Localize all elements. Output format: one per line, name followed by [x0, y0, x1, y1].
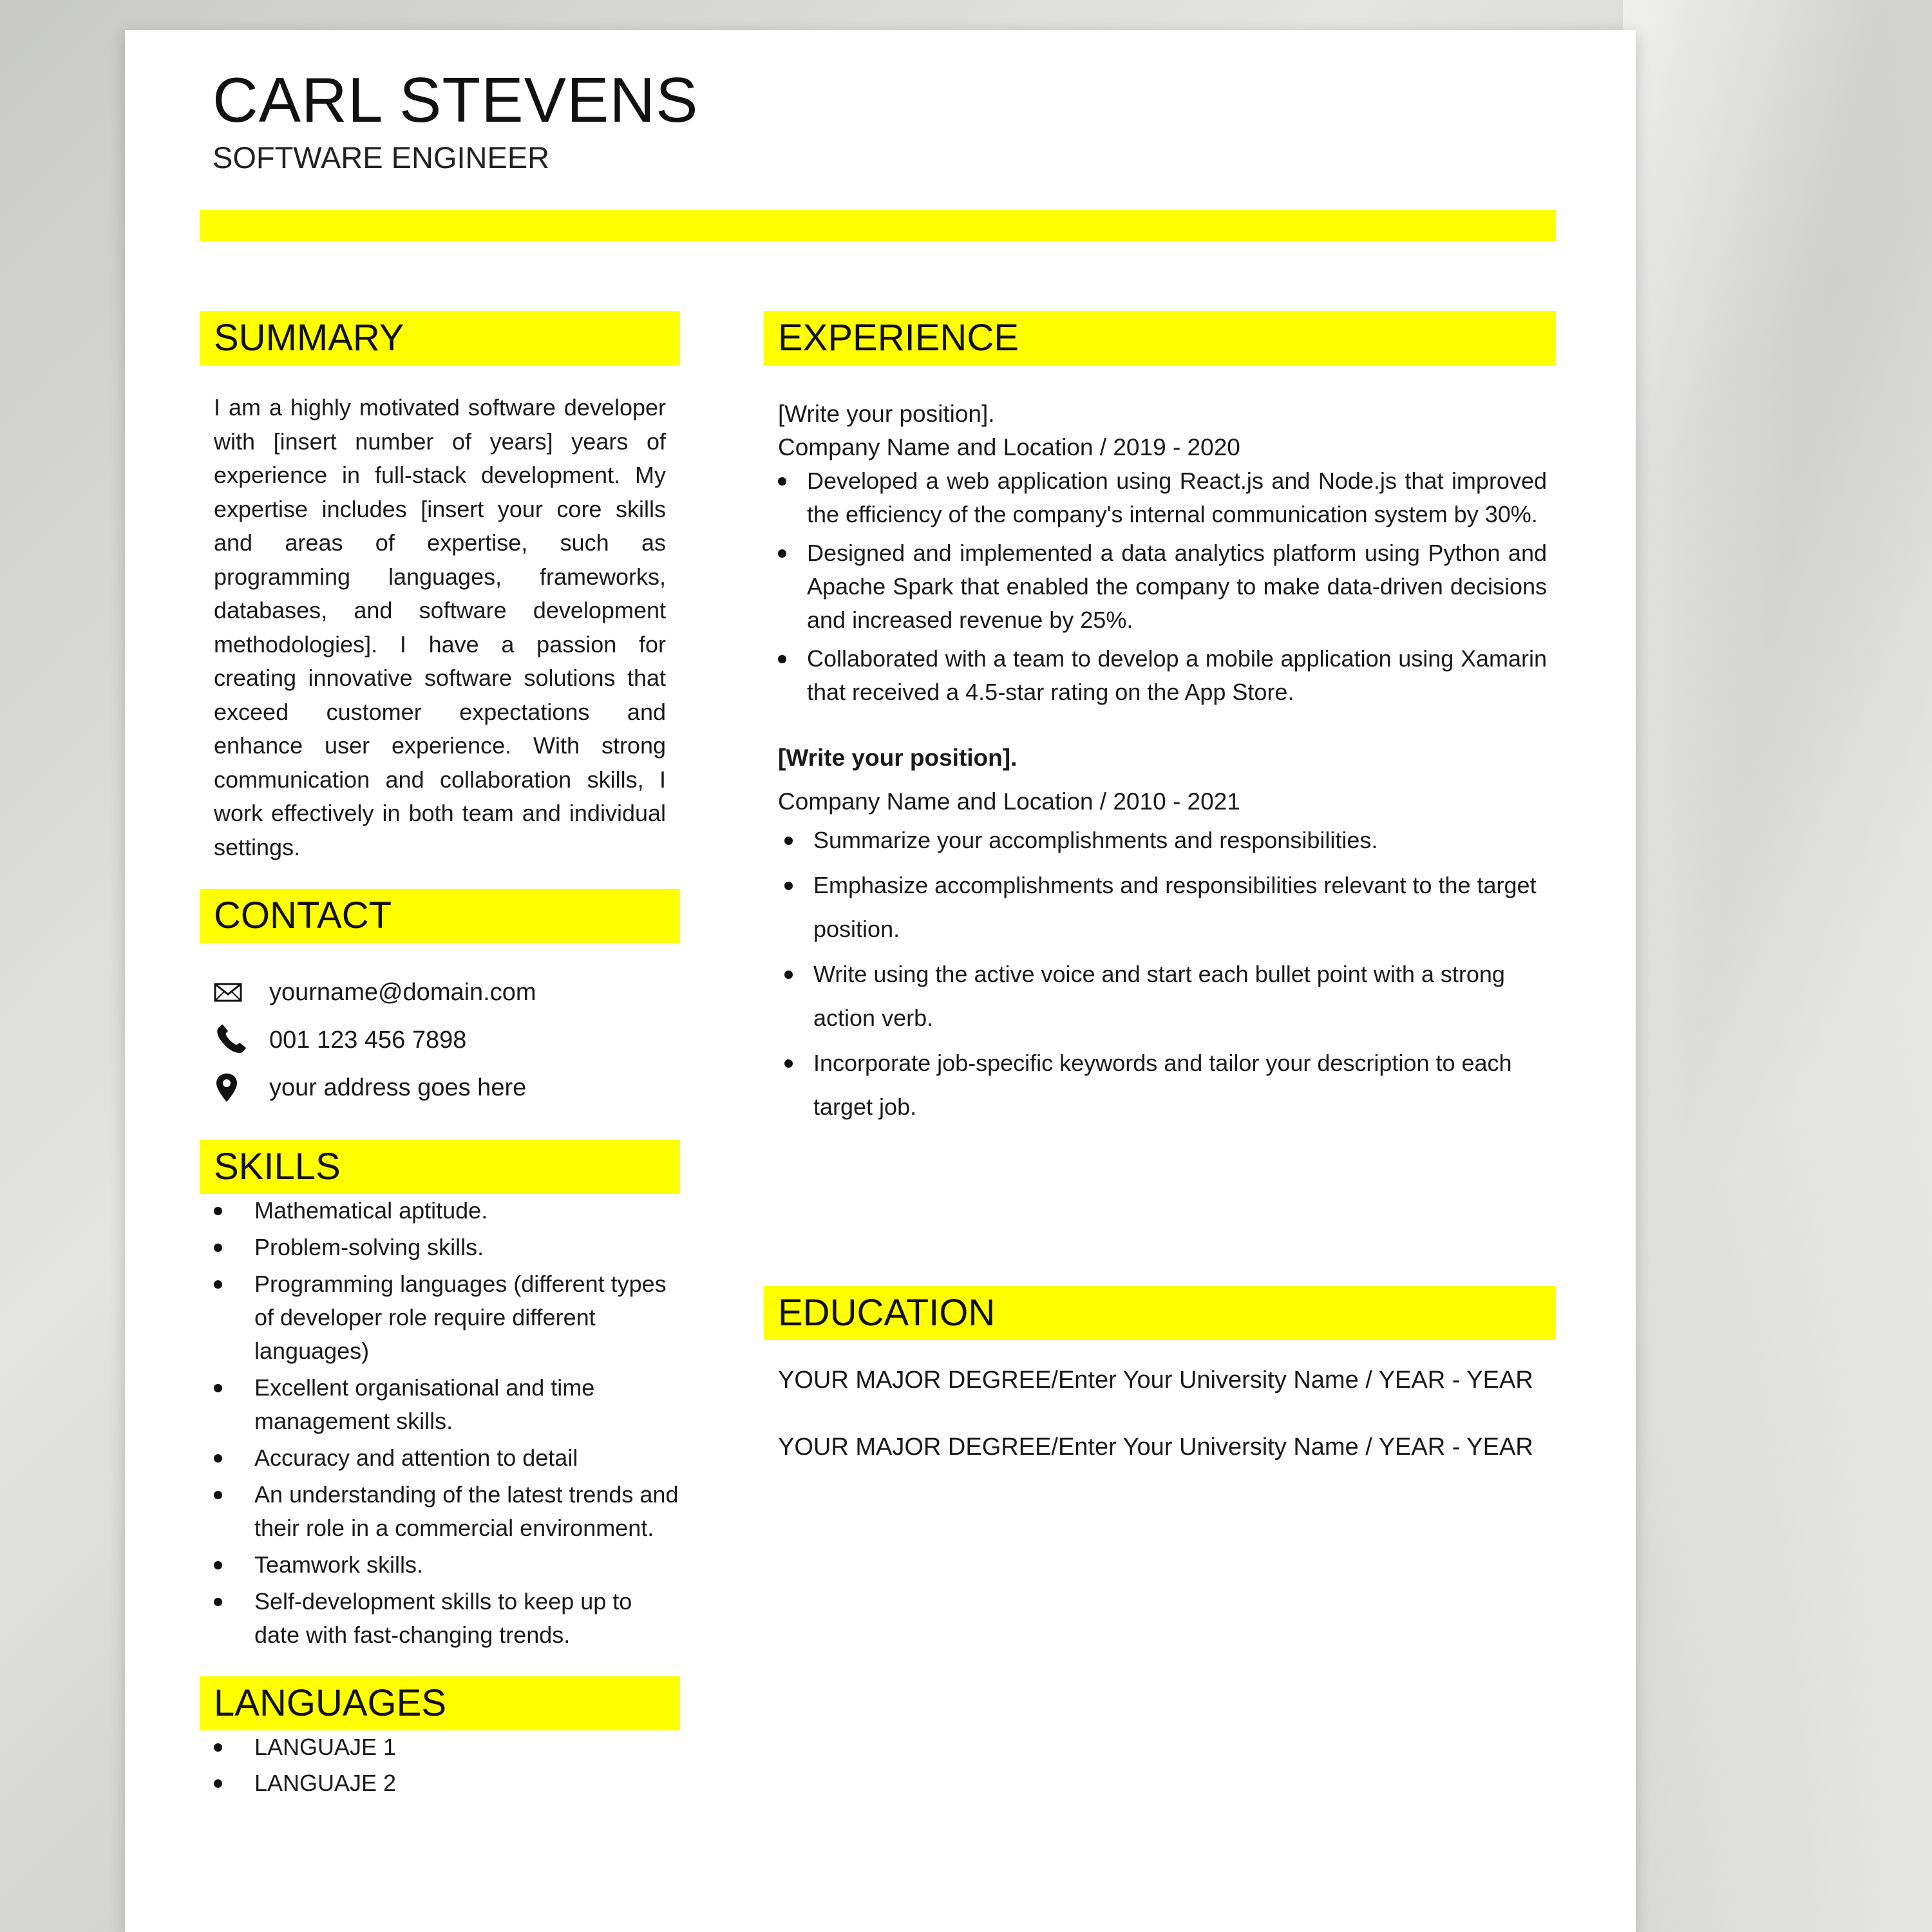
education-entry: YOUR MAJOR DEGREE/Enter Your University Name / YEAR - YEAR — [778, 1367, 1533, 1394]
summary-text: I am a highly motivated software developer with [insert number of years] years of experience in full-stack development. My expertise includes [insert your core skills and areas of expertise, such as programming languages, frameworks, databases, and software development methodologies]. I have a passion for creating innovative software solutions that exceed customer expectations and enhance user experience. With strong communication and collaboration skills, I work effectively in both team and individual settings. — [214, 394, 666, 860]
contact-list — [214, 969, 680, 1112]
job-position: [Write your position]. — [778, 744, 1018, 771]
experience-job-1 — [778, 397, 1556, 709]
contact-phone — [214, 1016, 680, 1064]
contact-address — [214, 1064, 680, 1112]
list-item: LANGUAJE 1 — [200, 1730, 680, 1764]
location-pin-icon — [214, 1072, 269, 1103]
header-accent-bar — [200, 210, 1556, 241]
job-bullets — [778, 819, 1556, 1129]
list-item: Self-development skills to keep up to date with fast-changing trends. — [200, 1585, 680, 1652]
phone-icon — [214, 1023, 269, 1057]
experience-heading: EXPERIENCE — [764, 311, 1556, 365]
skills-heading: SKILLS — [200, 1140, 680, 1194]
job-position: [Write your position]. — [778, 401, 995, 427]
contact-email — [214, 969, 680, 1016]
left-column — [200, 311, 680, 1803]
background-shadow — [1623, 0, 1932, 1932]
candidate-name: CARL STEVENS — [213, 64, 699, 135]
email-value: yourname@domain.com — [269, 978, 536, 1006]
list-item: LANGUAJE 2 — [200, 1766, 680, 1800]
job-company: Company Name and Location / 2019 - 2020 — [778, 434, 1240, 460]
education-entry: YOUR MAJOR DEGREE/Enter Your University Name / YEAR - YEAR — [778, 1434, 1533, 1461]
experience-job-2 — [778, 741, 1556, 1129]
list-item: Write using the active voice and start each bullet point with a strong action verb. — [778, 952, 1547, 1040]
list-item: Emphasize accomplishments and responsibilities relevant to the target position. — [778, 864, 1547, 951]
languages-heading: LANGUAGES — [200, 1676, 680, 1730]
list-item: Mathematical aptitude. — [200, 1194, 680, 1227]
contact-heading: CONTACT — [200, 889, 680, 943]
list-item: Programming languages (different types of developer role require different languages) — [200, 1267, 680, 1368]
education-list — [764, 1363, 1556, 1464]
job-company: Company Name and Location / 2010 - 2021 — [778, 788, 1240, 815]
skills-list — [200, 1194, 680, 1652]
list-item: Incorporate job-specific keywords and tailor your description to each target job. — [778, 1041, 1547, 1129]
list-item: Teamwork skills. — [200, 1548, 680, 1582]
list-item: Accuracy and attention to detail — [200, 1441, 680, 1475]
list-item: Designed and implemented a data analytics platform using Python and Apache Spark that enabled the company to make data-driven decisions and increased revenue by 25%. — [778, 536, 1547, 637]
right-column — [764, 311, 1556, 1461]
list-item: An understanding of the latest trends and their role in a commercial environment. — [200, 1478, 680, 1545]
list-item: Developed a web application using React.js and Node.js that improved the efficiency of the company's internal communication system by 30%. — [778, 464, 1547, 531]
address-value: your address goes here — [269, 1074, 527, 1101]
education-heading: EDUCATION — [764, 1286, 1556, 1340]
languages-list — [200, 1730, 680, 1800]
job-bullets — [778, 464, 1556, 709]
list-item: Collaborated with a team to develop a mobile application using Xamarin that received a 4.5-star rating on the App Store. — [778, 642, 1547, 709]
job-title: SOFTWARE ENGINEER — [213, 140, 550, 175]
envelope-icon — [214, 983, 269, 1002]
phone-value: 001 123 456 7898 — [269, 1026, 467, 1054]
resume-page — [125, 30, 1636, 1932]
list-item: Problem-solving skills. — [200, 1231, 680, 1264]
summary-heading: SUMMARY — [200, 311, 680, 365]
list-item: Summarize your accomplishments and responsibilities. — [778, 819, 1547, 862]
list-item: Excellent organisational and time management skills. — [200, 1371, 680, 1438]
